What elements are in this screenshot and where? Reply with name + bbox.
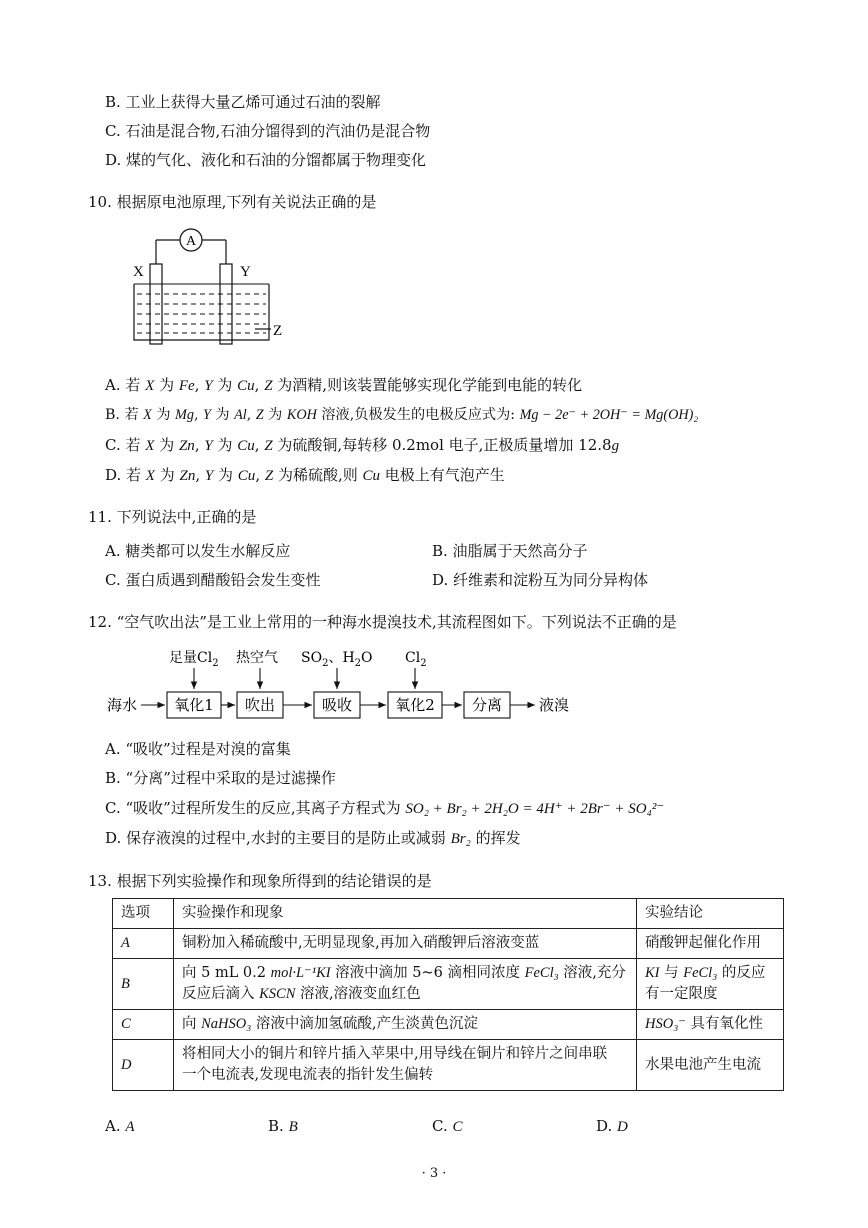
table-row: B 向 5 mL 0.2 mol·L⁻¹KI 溶液中滴加 5~6 滴相同浓度 FeCl₃ 溶液,充分 反应后滴入 KSCN 溶液,溶液变血红色 KI 与 FeCl₃ 的反应 有一定限度 [113, 959, 784, 1010]
q12-option-b: B. “分离”过程中采取的是过滤操作 [105, 769, 336, 787]
header-conclusion: 实验结论 [637, 899, 784, 929]
input-so2-h2o: $SO_2$、$H_2O$ [301, 650, 373, 669]
q10-option-c: C. 若 X 为 Zn, Y 为 Cu, Z 为硫酸铜,每转移 0.2mol 电子,正极质量增加 12.8g [105, 436, 620, 454]
ammeter-label: A [185, 234, 197, 249]
table-row: A 铜粉加入稀硫酸中,无明显现象,再加入硝酸钾后溶液变蓝 硝酸钾起催化作用 [113, 929, 784, 959]
q11-option-b: B. 油脂属于天然高分子 [432, 542, 588, 560]
flow-start: 海水 [107, 696, 138, 714]
q11-option-a: A. 糖类都可以发生水解反应 [105, 542, 291, 560]
table-row: D 将相同大小的铜片和锌片插入苹果中,用导线在铜片和锌片之间串联 一个电流表,发现电流表的指针发生偏转 水果电池产生电流 [113, 1040, 784, 1091]
bromine-flow-diagram [105, 642, 585, 727]
header-option: 选项 [113, 899, 174, 929]
q13-option-b: B. B [268, 1117, 298, 1135]
flow-step-oxidation1: 氧化1 [174, 696, 214, 714]
galvanic-cell-diagram [125, 222, 295, 352]
q11-stem: 11. 下列说法中,正确的是 [88, 508, 257, 526]
q10-stem: 10. 根据原电池原理,下列有关说法正确的是 [88, 193, 377, 211]
header-operation: 实验操作和现象 [174, 899, 637, 929]
q10-b-equation: Mg − 2e⁻ + 2OH⁻ = Mg(OH)₂ [519, 407, 699, 423]
flow-end: 液溴 [539, 696, 570, 714]
label-x: X [133, 264, 144, 280]
input-hot-air: 热空气 [236, 650, 278, 666]
input-cl2-excess: 足量$Cl_2$ [169, 650, 219, 669]
q12-option-d: D. 保存液溴的过程中,水封的主要目的是防止或减弱 Br₂ 的挥发 [105, 829, 521, 847]
q13-option-c: C. C [432, 1117, 463, 1135]
flow-step-oxidation2: 氧化2 [395, 696, 435, 714]
table-header-row [113, 899, 784, 929]
experiment-table [112, 898, 784, 1091]
q13-stem: 13. 根据下列实验操作和现象所得到的结论错误的是 [88, 872, 432, 890]
page-number: · 3 · [421, 1166, 447, 1181]
q11-option-c: C. 蛋白质遇到醋酸铅会发生变性 [105, 571, 321, 589]
beaker [134, 284, 269, 340]
input-cl2: $Cl_2$ [405, 650, 427, 669]
q9-option-d: D. 煤的气化、液化和石油的分馏都属于物理变化 [105, 151, 427, 169]
q10-option-d: D. 若 X 为 Zn, Y 为 Cu, Z 为稀硫酸,则 Cu 电极上有气泡产生 [105, 466, 505, 484]
q13-option-a: A. A [105, 1117, 135, 1135]
label-y: Y [240, 264, 251, 280]
q9-option-b: B. 工业上获得大量乙烯可通过石油的裂解 [105, 93, 381, 111]
label-z: Z [273, 323, 283, 339]
q10-option-b: B. 若 X 为 Mg, Y 为 Al, Z 为 KOH 溶液,负极发生的电极反应式为: Mg − 2e⁻ + 2OH⁻ = Mg(OH)₂ [105, 407, 699, 423]
flow-step-absorb: 吸收 [321, 696, 353, 714]
flow-step-separate: 分离 [471, 696, 503, 714]
q13-option-d: D. D [596, 1117, 628, 1135]
q9-option-c: C. 石油是混合物,石油分馏得到的汽油仍是混合物 [105, 122, 431, 140]
q12-option-c: C. “吸收”过程所发生的反应,其离子方程式为 SO₂ + Br₂ + 2H₂O = 4H⁺ + 2Br⁻ + SO₄²⁻ [105, 799, 665, 817]
table-row: C 向 NaHSO₃ 溶液中滴加氢硫酸,产生淡黄色沉淀 HSO₃⁻ 具有氧化性 [113, 1010, 784, 1040]
flow-step-blowout: 吹出 [244, 696, 276, 714]
q11-option-d: D. 纤维素和淀粉互为同分异构体 [432, 571, 649, 589]
q12-c-equation: SO₂ + Br₂ + 2H₂O = 4H⁺ + 2Br⁻ + SO₄²⁻ [405, 801, 665, 817]
q12-stem: 12. “空气吹出法”是工业上常用的一种海水提溴技术,其流程图如下。下列说法不正确的是 [88, 613, 677, 631]
q10-option-a: A. 若 X 为 Fe, Y 为 Cu, Z 为酒精,则该装置能够实现化学能到电能的转化 [105, 376, 583, 394]
q12-option-a: A. “吸收”过程是对溴的富集 [105, 740, 291, 758]
